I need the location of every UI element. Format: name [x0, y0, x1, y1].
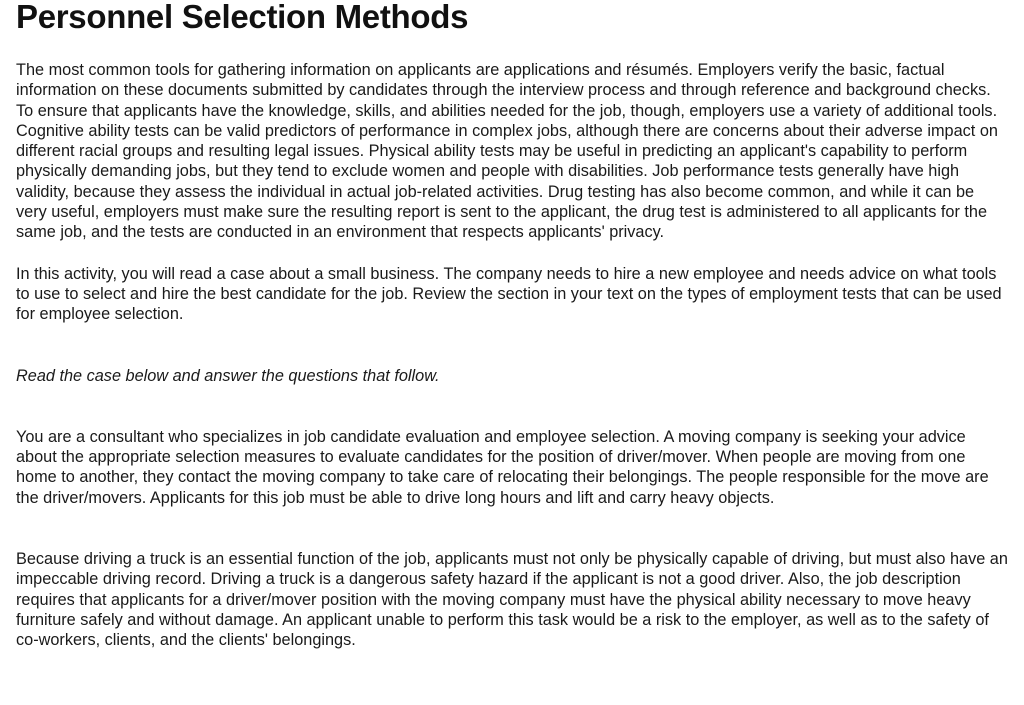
case-paragraph-1: You are a consultant who specializes in job candidate evaluation and employee selection. A moving company is seeking your advice about the appropriate selection measures to evaluate candidates for the position of driver/mover. When people are moving from one home to another, they contact the moving company to take care of relocating their belongings. The people responsible for the move are the driver/movers. Applicants for this job must be able to drive long hours and lift and carry heavy objects.	[16, 427, 989, 507]
activity-paragraph: In this activity, you will read a case about a small business. The company needs to hire a new employee and needs advice on what tools to use to select and hire the best candidate for the job. Review the section in your text on the types of employment tests that can be used for employee selection.	[16, 264, 1002, 324]
instruction-paragraph: Read the case below and answer the questions that follow.	[16, 366, 440, 385]
case-paragraph-2: Because driving a truck is an essential function of the job, applicants must not only be physically capable of driving, but must also have an impeccable driving record. Driving a truck is a dangerous safety hazard if the applicant is not a good driver. Also, the job description requires that applicants for a driver/mover position with the moving company must have the physical ability necessary to move heavy furniture safely and without damage. An applicant unable to perform this task would be a risk to the employer, as well as to the safety of co-workers, clients, and the clients' belongings.	[16, 550, 1008, 650]
intro-paragraph: The most common tools for gathering information on applicants are applications and résumés. Employers verify the basic, factual information on these documents submitted by candidates through the interview process and through reference and background checks. To ensure that applicants have the knowledge, skills, and abilities needed for the job, though, employers use a variety of additional tools. Cognitive ability tests can be valid predictors of performance in complex jobs, although there are concerns about their adverse impact on different racial groups and resulting legal issues. Physical ability tests may be useful in predicting an applicant's capability to perform physically demanding jobs, but they tend to exclude women and people with disabilities. Job performance tests generally have high validity, because they assess the individual in actual job-related activities. Drug testing has also become common, and while it can be very useful, employers must make sure the resulting report is sent to the applicant, the drug test is administered to all applicants for the same job, and the tests are conducted in an environment that respects applicants' privacy.	[16, 61, 998, 242]
page-title: Personnel Selection Methods	[16, 0, 469, 35]
